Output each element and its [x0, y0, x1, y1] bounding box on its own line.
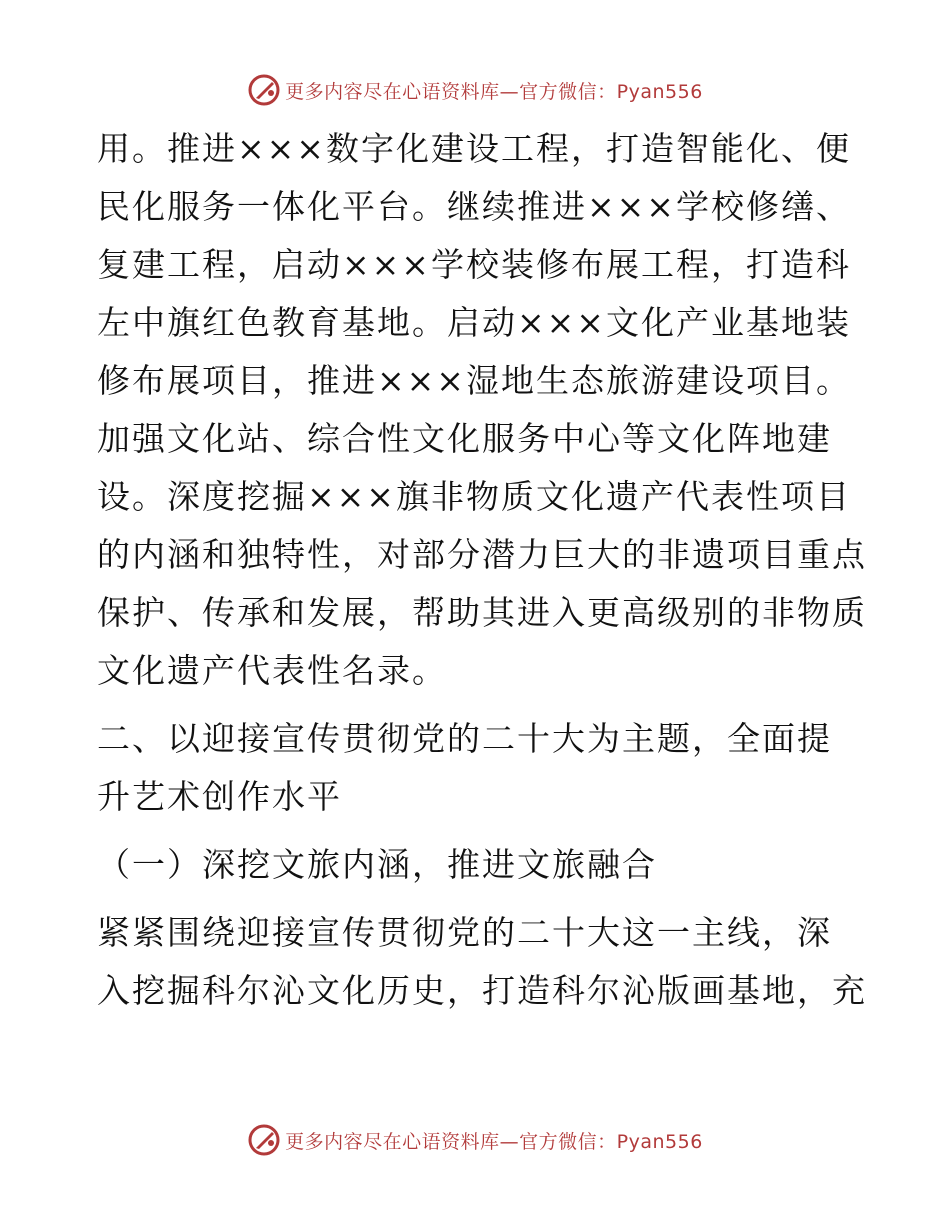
- text-line: 修布展项目，推进×××湿地生态旅游建设项目。: [97, 361, 851, 400]
- quill-logo-icon: [247, 1123, 281, 1157]
- footer-watermark-text: 更多内容尽在心语资料库—官方微信：Pyan556: [285, 1130, 703, 1153]
- paragraph: [97, 904, 867, 1020]
- text-line: 的内涵和独特性，对部分潜力巨大的非遗项目重点: [97, 535, 867, 574]
- quill-logo-icon: [247, 73, 281, 107]
- text-line: 文化遗产代表性名录。: [97, 651, 447, 690]
- document-body: [97, 120, 867, 1020]
- section-heading: [97, 710, 857, 826]
- text-line: 设。深度挖掘×××旗非物质文化遗产代表性项目: [97, 477, 851, 516]
- text-line: 二、以迎接宣传贯彻党的二十大为主题，全面提: [97, 719, 832, 758]
- subsection-heading: [97, 836, 857, 894]
- header-watermark-text: 更多内容尽在心语资料库—官方微信：Pyan556: [285, 80, 703, 103]
- text-line: （一）深挖文旅内涵，推进文旅融合: [97, 845, 657, 884]
- text-line: 加强文化站、综合性文化服务中心等文化阵地建: [97, 419, 832, 458]
- text-line: 紧紧围绕迎接宣传贯彻党的二十大这一主线，深: [97, 913, 832, 952]
- footer-watermark: [0, 1120, 950, 1160]
- text-line: 升艺术创作水平: [97, 777, 342, 816]
- text-line: 左中旗红色教育基地。启动×××文化产业基地装: [97, 303, 851, 342]
- header-watermark: [0, 70, 950, 110]
- text-line: 保护、传承和发展，帮助其进入更高级别的非物质: [97, 593, 867, 632]
- text-line: 民化服务一体化平台。继续推进×××学校修缮、: [97, 187, 851, 226]
- paragraph: [97, 120, 867, 700]
- text-line: 用。推进×××数字化建设工程，打造智能化、便: [97, 129, 851, 168]
- text-line: 入挖掘科尔沁文化历史，打造科尔沁版画基地，充: [97, 971, 867, 1010]
- text-line: 复建工程，启动×××学校装修布展工程，打造科: [97, 245, 851, 284]
